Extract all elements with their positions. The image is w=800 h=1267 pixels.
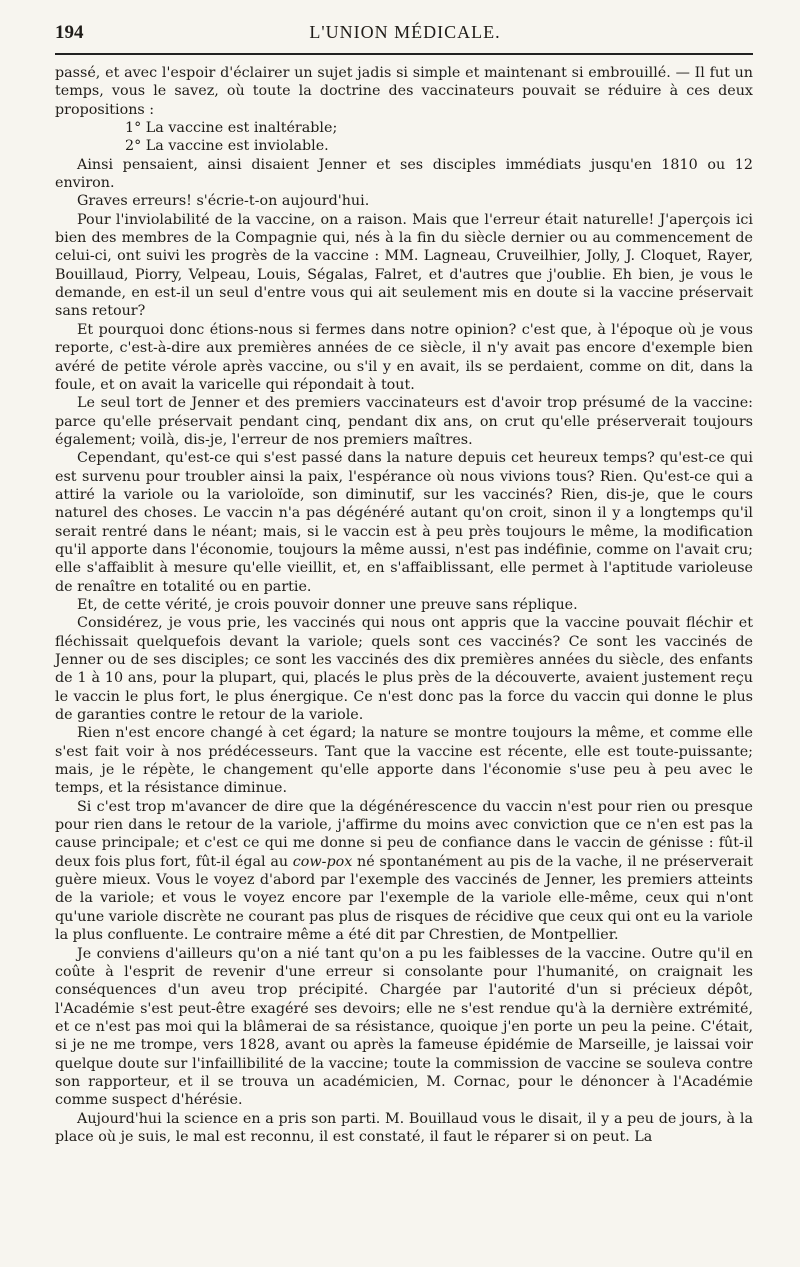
paragraph-text: né spontanément au pis de la vache, il ne préserverait guère mieux. Vous le voyez d'abord par l'exemple des vaccinés de Jenner, les premiers atteints de la variole; et vous le voyez encore par l'exemple de la variole elle-même, ceux qui n'ont qu'une variole discrète ne courant pas plus de risques de récidive que ceux qui ont eu la variole la plus confluente. Le contraire même a été dit par Chrestien, de Montpellier. xyxy=(55,853,753,944)
paragraph: Graves erreurs! s'écrie-t-on aujourd'hui. xyxy=(77,193,370,210)
paragraph: Considérez, je vous prie, les vaccinés qui nous ont appris que la vaccine pouvait fléchir et fléchissait quelquefois devant la variole; quels sont ces vaccinés? Ce sont les vaccinés de Jenner ou de ses disciples; ce sont les vaccinés des dix premières années du siècle, des enfants de 1 à 10 ans, pour la plupart, qui, placés le plus près de la découverte, avaient justement reçu le vaccin le plus fort, le plus énergique. Ce n'est donc pas la force du vaccin qui donne le plus de garanties contre le retour de la variole. xyxy=(55,615,753,724)
paragraph: Et, de cette vérité, je crois pouvoir donner une preuve sans réplique. xyxy=(77,596,578,613)
header-rule xyxy=(55,53,753,55)
paragraph: Ainsi pensaient, ainsi disaient Jenner et ses disciples immédiats jusqu'en 1810 ou 12 environ. xyxy=(55,156,753,192)
paragraph: Pour l'inviolabilité de la vaccine, on a raison. Mais que l'erreur était naturelle! J'aperçois ici bien des membres de la Compagnie qui, nés à la fin du siècle dernier ou au commencement de celui-ci, ont suivi les progrès de la vaccine : MM. Lagneau, Cruveilhier, Jolly, J. Cloquet, Rayer, Bouillaud, Piorry, Velpeau, Louis, Ségalas, Falret, et d'autres que j'oublie. Eh bien, je vous le demande, en est-il un seul d'entre vous qui ait seulement mis en doute si la vaccine préservait sans retour? xyxy=(55,211,753,320)
paragraph: Rien n'est encore changé à cet égard; la nature se montre toujours la même, et comme elle s'est fait voir à nos prédécesseurs. Tant que la vaccine est récente, elle est toute-puissante; mais, je le répète, le changement qu'elle apporte dans l'économie s'use peu à peu avec le temps, et la résistance diminue. xyxy=(55,725,753,797)
paragraph: Je conviens d'ailleurs qu'on a nié tant qu'on a pu les faiblesses de la vaccine. Outre qu'il en coûte à l'esprit de revenir d'une erreur si consolante pour l'humanité, on craignait les conséquences d'un aveu trop précipité. Chargée par l'autorité d'un si précieux dépôt, l'Académie s'est peut-être exagéré ses devoirs; elle ne s'est rendue qu'à la dernière extrémité, et ce n'est pas moi qui la blâmerai de sa résistance, quoique j'en porte un peu la peine. C'était, si je ne me trompe, vers 1828, avant ou après la fameuse épidémie de Marseille, je laissai voir quelque doute sur l'infaillibilité de la vaccine; toute la commission de vaccine se souleva contre son rapporteur, et il se trouva un académicien, M. Cornac, pour le dénoncer à l'Académie comme suspect d'hérésie. xyxy=(55,945,753,1109)
proposition-item: 2° La vaccine est inviolable. xyxy=(125,138,329,155)
paragraph: Cependant, qu'est-ce qui s'est passé dans la nature depuis cet heureux temps? qu'est-ce qui est survenu pour troubler ainsi la paix, l'espérance où nous vivions tous? Rien. Qu'est-ce qui a attiré la variole ou la varioloïde, son diminutif, sur les vaccinés? Rien, dis-je, que le cours naturel des choses. Le vaccin n'a pas dégénéré autant qu'on croit, sinon il y a longtemps qu'il serait rentré dans le néant; mais, si le vaccin est à peu près toujours le même, la modification qu'il apporte dans l'économie, toujours la même aussi, n'est pas indéfinie, comme on l'avait cru; elle s'affaiblit à mesure qu'elle vieillit, et, en s'affaiblissant, elle permet à l'aptitude varioleuse de renaître en totalité ou en partie. xyxy=(55,450,753,595)
document-page xyxy=(55,0,755,1267)
page-number: 194 xyxy=(55,22,84,43)
paragraph xyxy=(55,798,753,945)
paragraph: Et pourquoi donc étions-nous si fermes dans notre opinion? c'est que, à l'époque où je vous reporte, c'est-à-dire aux premières années de ce siècle, il n'y avait pas encore d'exemple bien avéré de petite vérole après vaccine, ou s'il y en avait, ils se perdaient, comme on dit, dans la foule, et on avait la varicelle qui répondait à tout. xyxy=(55,321,753,393)
paragraph-text: Si c'est trop m'avancer de dire que la dégénérescence du vaccin n'est pour rien ou presque pour rien dans le retour de la variole, j'affirme du moins avec conviction que ce n'en est pas la cause principale; et c'est ce qui me donne si peu de confiance dans le vaccin de génisse : fût-il deux fois plus fort, fût-il égal au xyxy=(55,798,753,870)
proposition-item: 1° La vaccine est inaltérable; xyxy=(125,120,338,137)
paragraph: Le seul tort de Jenner et des premiers vaccinateurs est d'avoir trop présumé de la vaccine: parce qu'elle préservait pendant cinq, pendant dix ans, on crut qu'elle préserverait toujours également; voilà, dis-je, l'erreur de nos premiers maîtres. xyxy=(55,395,753,448)
italic-term: cow-pox xyxy=(292,853,353,870)
article-body xyxy=(55,64,753,1146)
journal-title: L'UNION MÉDICALE. xyxy=(309,22,501,42)
paragraph: passé, et avec l'espoir d'éclairer un sujet jadis si simple et maintenant si embrouillé. — Il fut un temps, vous le savez, où toute la doctrine des vaccinateurs pouvait se réduire à ces deux propositions : xyxy=(55,65,753,118)
paragraph: Aujourd'hui la science en a pris son parti. M. Bouillaud vous le disait, il y a peu de jours, à la place où je suis, le mal est reconnu, il est constaté, il faut le réparer si on peut. La xyxy=(55,1110,753,1145)
page-header xyxy=(55,18,755,48)
